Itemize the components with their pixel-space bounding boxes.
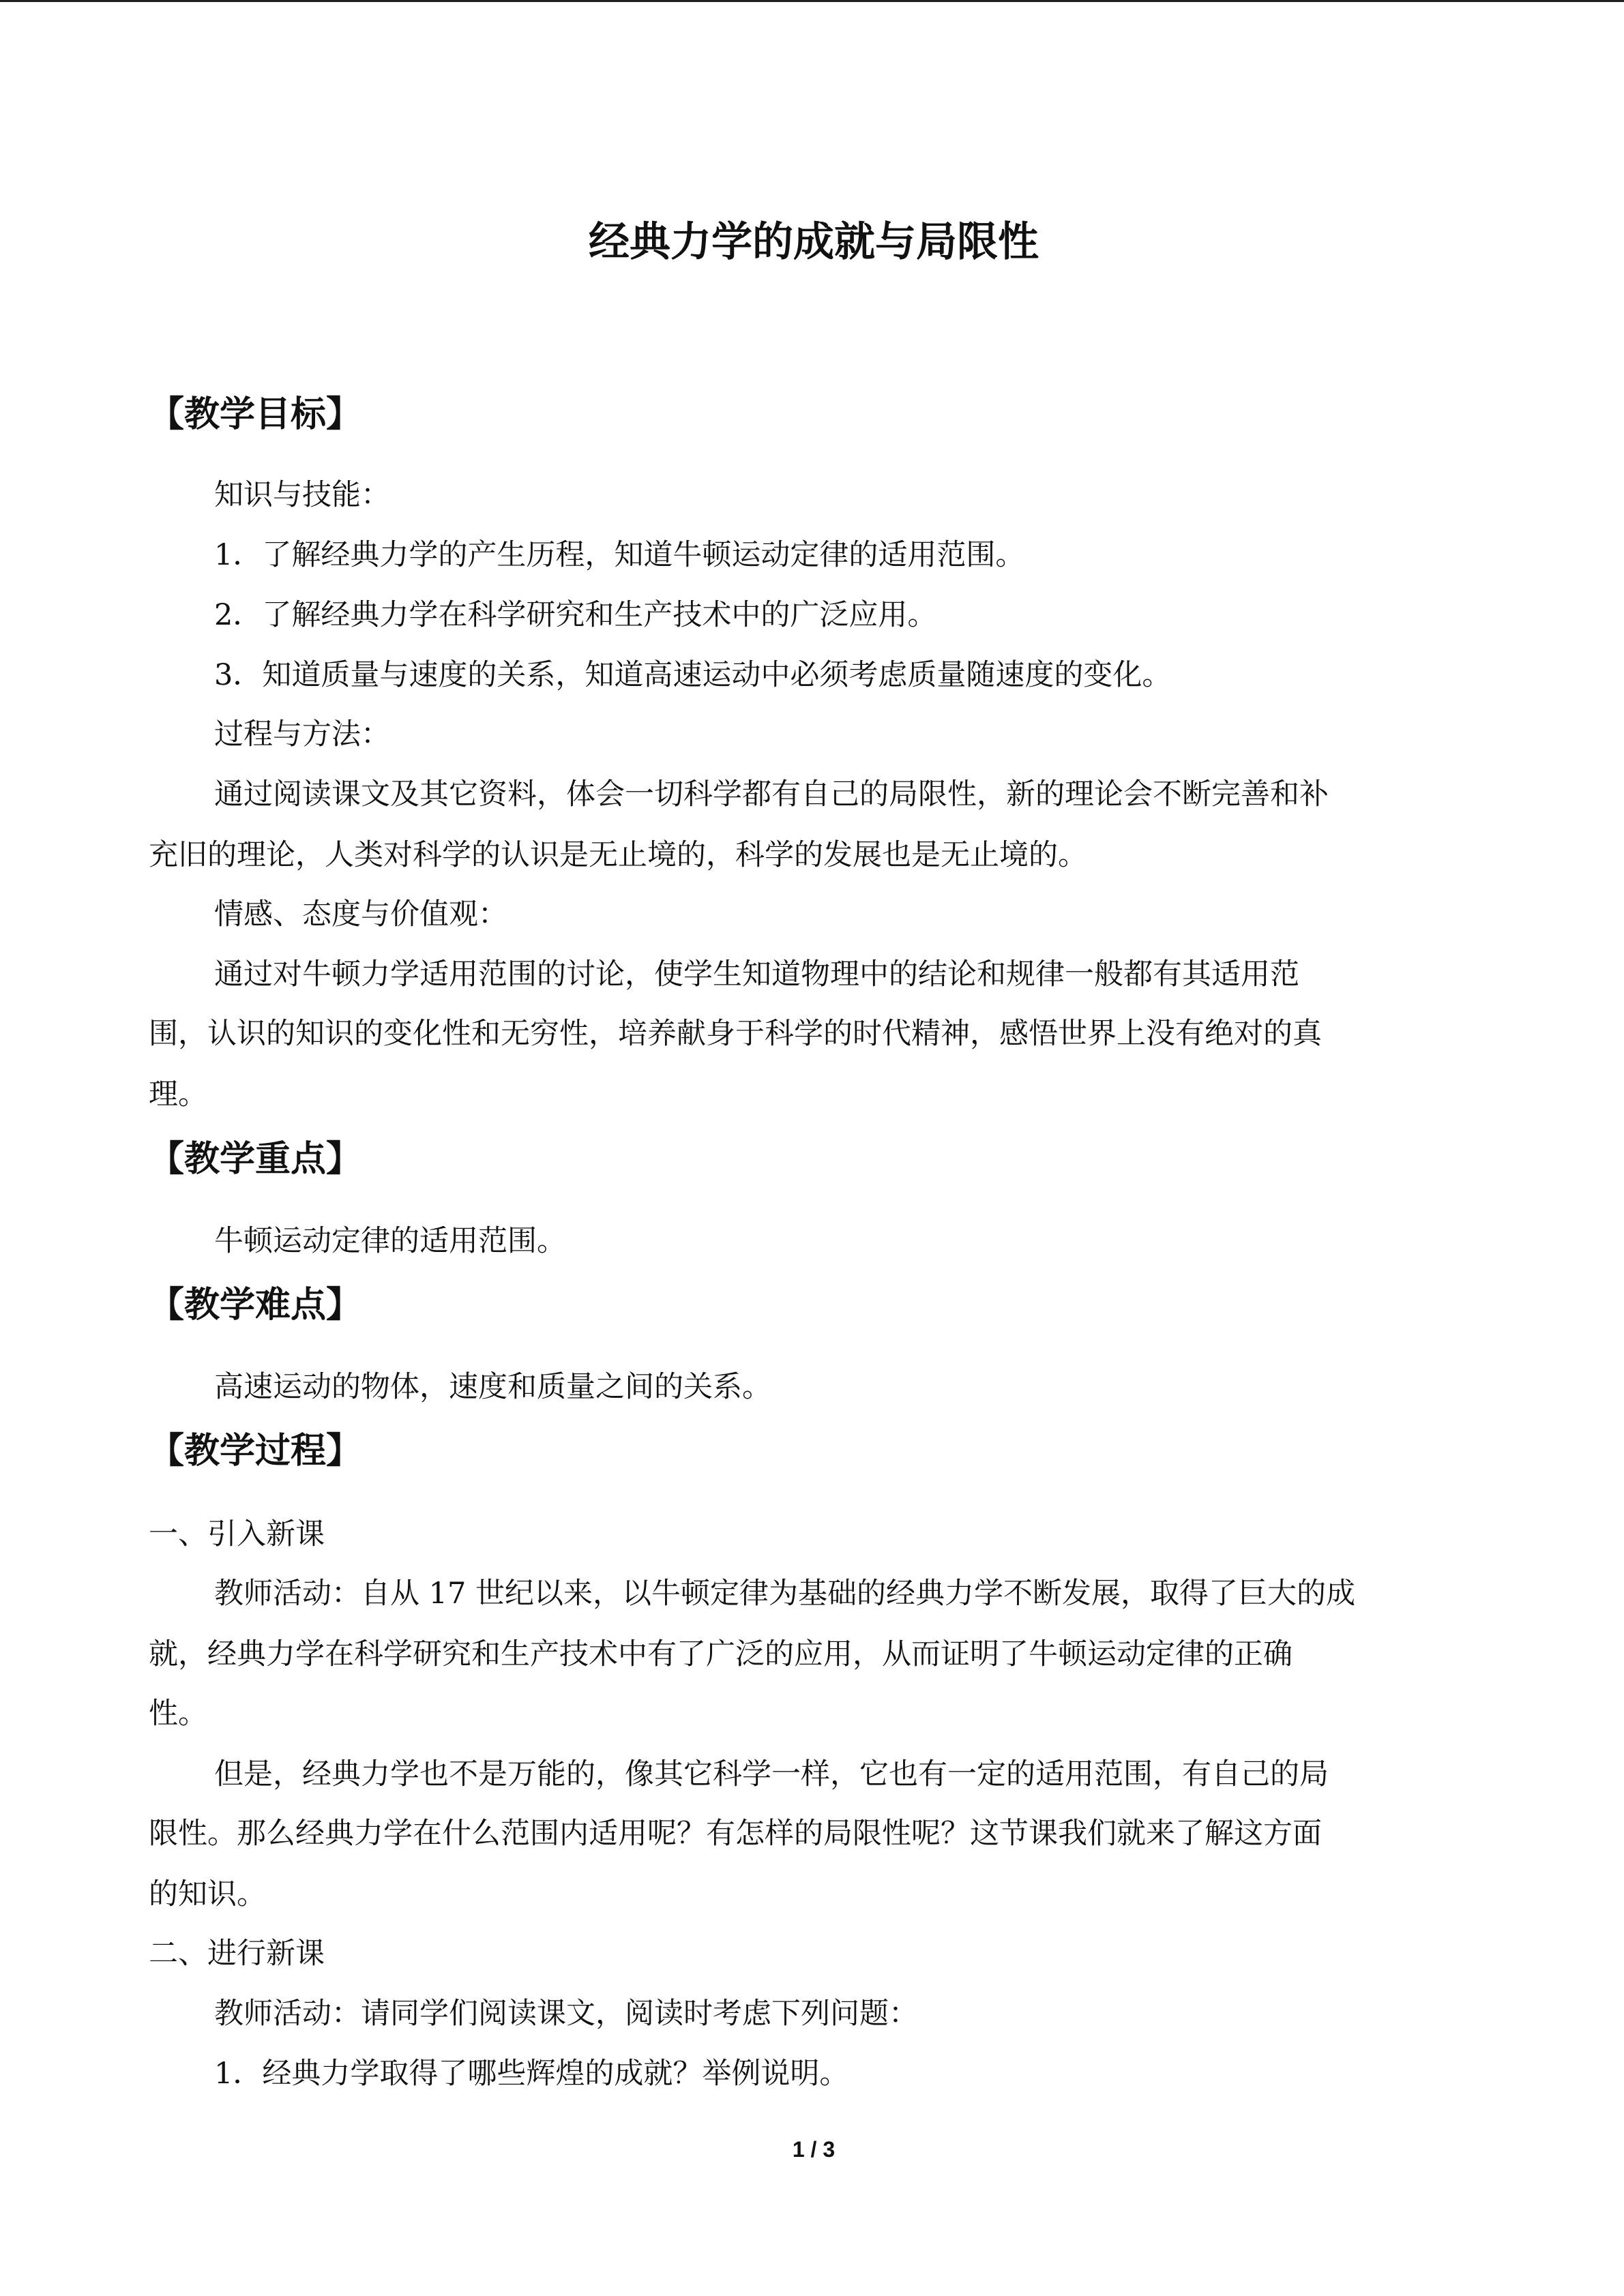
subsection-heading: 一、引入新课 xyxy=(149,1517,325,1551)
paragraph-line: 2．了解经典力学在科学研究和生产技术中的广泛应用。 xyxy=(214,598,937,632)
paragraph-line: 限性。那么经典力学在什么范围内适用呢？有怎样的局限性呢？这节课我们就来了解这方面 xyxy=(149,1817,1322,1851)
paragraph-line: 教师活动：自从 17 世纪以来，以牛顿定律为基础的经典力学不断发展，取得了巨大的成 xyxy=(214,1577,1356,1611)
document-page xyxy=(149,0,1479,2296)
paragraph-line: 情感、态度与价值观： xyxy=(214,897,507,931)
section-heading-key-points: 【教学重点】 xyxy=(149,1138,362,1180)
document-title: 经典力学的成就与局限性 xyxy=(589,218,1039,266)
paragraph-line: 性。 xyxy=(149,1697,207,1731)
section-heading-teaching-process: 【教学过程】 xyxy=(149,1430,362,1472)
paragraph-line: 过程与方法： xyxy=(214,717,390,751)
paragraph-line: 的知识。 xyxy=(149,1877,266,1911)
paragraph-line: 就，经典力学在科学研究和生产技术中有了广泛的应用，从而证明了牛顿运动定律的正确 xyxy=(149,1637,1293,1671)
paragraph-line: 1．经典力学取得了哪些辉煌的成就？举例说明。 xyxy=(214,2057,849,2091)
section-heading-difficulties: 【教学难点】 xyxy=(149,1284,362,1326)
subsection-heading: 二、进行新课 xyxy=(149,1937,325,1971)
paragraph-line: 高速运动的物体，速度和质量之间的关系。 xyxy=(214,1370,771,1404)
paragraph-line: 围，认识的知识的变化性和无穷性，培养献身于科学的时代精神，感悟世界上没有绝对的真 xyxy=(149,1017,1322,1051)
paragraph-line: 但是，经典力学也不是万能的，像其它科学一样，它也有一定的适用范围，有自己的局 xyxy=(214,1757,1329,1791)
paragraph-line: 3．知道质量与速度的关系，知道高速运动中必须考虑质量随速度的变化。 xyxy=(214,658,1172,692)
paragraph-line: 知识与技能： xyxy=(214,478,390,512)
paragraph-line: 通过阅读课文及其它资料，体会一切科学都有自己的局限性，新的理论会不断完善和补 xyxy=(214,777,1329,811)
paragraph-line: 1．了解经典力学的产生历程，知道牛顿运动定律的适用范围。 xyxy=(214,538,1025,572)
paragraph-line: 充旧的理论，人类对科学的认识是无止境的，科学的发展也是无止境的。 xyxy=(149,838,1087,872)
paragraph-line: 通过对牛顿力学适用范围的讨论，使学生知道物理中的结论和规律一般都有其适用范 xyxy=(214,957,1299,992)
section-heading-teaching-goals: 【教学目标】 xyxy=(149,393,362,435)
page-number: 1 / 3 xyxy=(792,2137,836,2162)
paragraph-line: 理。 xyxy=(149,1077,207,1112)
paragraph-line: 教师活动：请同学们阅读课文，阅读时考虑下列问题： xyxy=(214,1997,918,2031)
paragraph-line: 牛顿运动定律的适用范围。 xyxy=(214,1224,566,1258)
